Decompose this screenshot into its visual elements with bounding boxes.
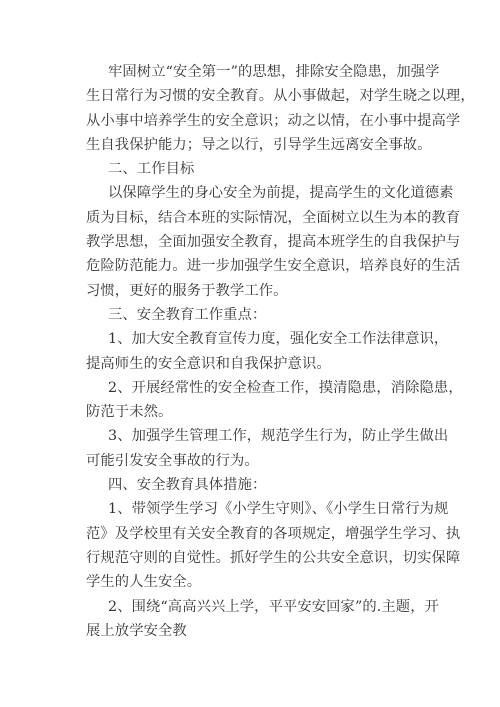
measure-2-line-2: 展上放学安全教 [86,622,187,639]
measure-1-line-2: 范》及学校里有关安全教育的各项规定，增强学生学习、执 [86,525,461,542]
paragraph-2-line-1: 以保障学生的身心安全为前提，提高学生的文化道德素 [108,185,454,202]
paragraph-1-line-2: 生日常行为习惯的安全教育。从小事做起，对学生晓之以理， [86,88,475,105]
section-heading-work-goals: 二、工作目标 [108,161,195,178]
measure-1-line-3: 行规范守则的自觉性。抓好学生的公共安全意识，切实保障 [86,549,461,566]
measure-1-line-4: 学生的人生安全。 [86,574,202,591]
measure-2-line-1: 2、围绕“高高兴兴上学，平平安安回家”的.主题，开 [108,598,439,615]
key-point-3-line-2: 可能引发安全事故的行为。 [86,452,259,469]
paragraph-1-line-3: 从小事中培养学生的安全意识；动之以情，在小事中提高学 [86,112,461,129]
paragraph-2-line-5: 习惯，更好的服务于教学工作。 [86,282,288,299]
key-point-3-line-1: 3、加强学生管理工作，规范学生行为，防止学生做出 [108,428,449,445]
document-body [86,60,475,643]
measure-1-line-1: 1、带领学生学习《小学生守则》、《小学生日常行为规 [108,501,449,518]
paragraph-1-line-1: 牢固树立“安全第一”的思想，排除安全隐患，加强学 [108,64,440,80]
key-point-2-line-1: 2、开展经常性的安全检查工作，摸清隐患，消除隐患， [108,379,463,396]
key-point-2-line-2: 防范于未然。 [86,404,173,421]
paragraph-2-line-3: 教学思想，全面加强安全教育，提高本班学生的自我保护与 [86,234,461,251]
section-heading-measures: 四、安全教育具体措施： [108,477,267,494]
key-point-1-line-1: 1、加大安全教育宣传力度，强化安全工作法律意识， [108,331,449,348]
section-heading-key-points: 三、安全教育工作重点： [108,306,267,323]
paragraph-2-line-4: 危险防范能力。进一步加强学生安全意识，培养良好的生活 [86,258,461,275]
paragraph-1-line-4: 生自我保护能力；导之以行，引导学生远离安全事故。 [86,136,432,153]
paragraph-2-line-2: 质为目标，结合本班的实际情况，全面树立以生为本的教育 [86,209,461,226]
key-point-1-line-2: 提高师生的安全意识和自我保护意识。 [86,355,331,372]
